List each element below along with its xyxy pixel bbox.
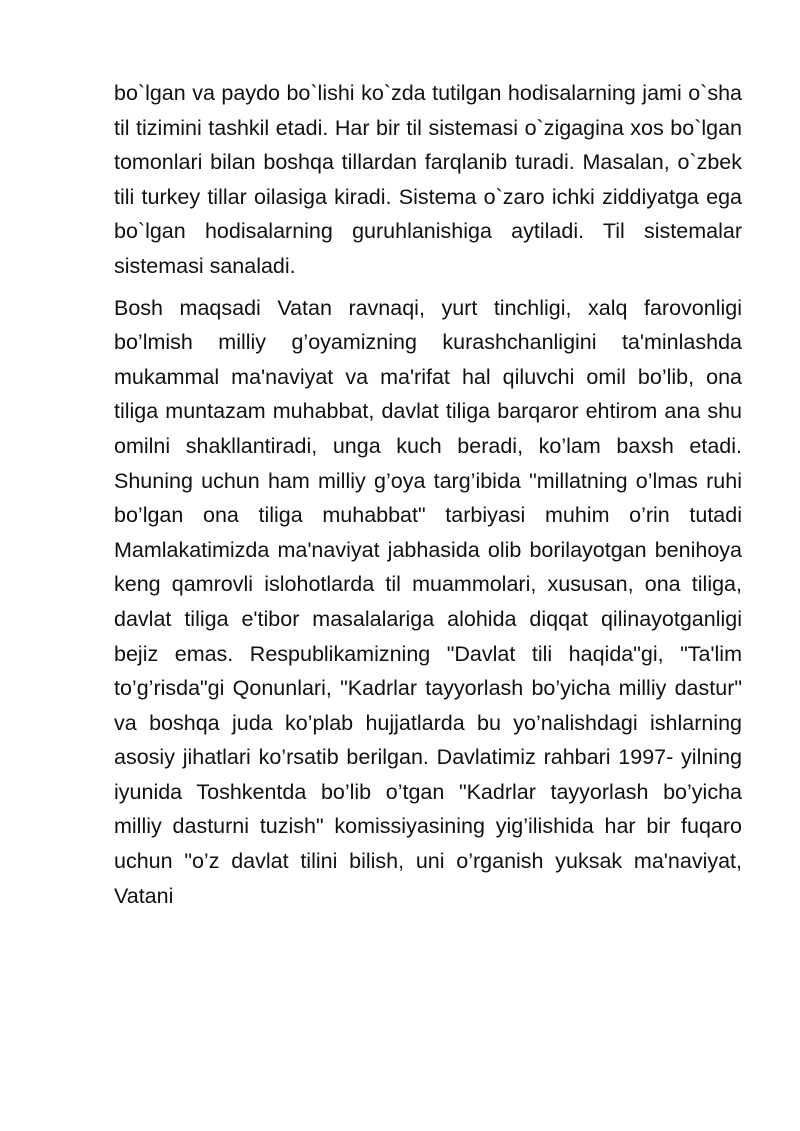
paragraph-2: Bosh maqsadi Vatan ravnaqi, yurt tinchligi, xalq farovonligi bo’lmish milliy g’oyamizning kurashchanligini ta'minlashda mukammal ma'naviyat va ma'rifat hal qiluvchi omil bo’lib, ona tiliga muntazam muhabbat, davlat tiliga barqaror ehtirom ana shu omilni shakllantiradi, unga kuch beradi, ko’lam baxsh etadi. Shuning uchun ham milliy g’oya targ’ibida "millatning o’lmas ruhi bo’lgan ona tiliga muhabbat" tarbiyasi muhim o’rin tutadi Mamlakatimizda ma'naviyat jabhasida olib borilayotgan benihoya keng qamrovli islohotlarda til muammolari, xususan, ona tiliga, davlat tiliga e'tibor masalalariga alohida diqqat qilinayotganligi bejiz emas. Respublikamizning "Davlat tili haqida"gi, "Ta'lim to’g’risda"gi Qonunlari, "Kadrlar tayyorlash bo’yicha milliy dastur" va boshqa juda ko’plab hujjatlarda bu yo’nalishdagi ishlarning asosiy jihatlari ko’rsatib berilgan. Davlatimiz rahbari 1997- yilning iyunida Toshkentda bo’lib o’tgan "Kadrlar tayyorlash bo’yicha milliy dasturni tuzish" komissiyasining yig’ilishida har bir fuqaro uchun "o’z davlat tilini bilish, uni o’rganish yuksak ma'naviyat, Vatani (114, 295, 742, 908)
paragraph-1: bo`lgan va paydo bo`lishi ko`zda tutilgan hodisalarning jami o`sha til tizimini tashkil etadi. Har bir til sistemasi o`zigagina xos bo`lgan tomonlari bilan boshqa tillardan farqlanib turadi. Masalan, o`zbek tili turkey tillar oilasiga kiradi. Sistema o`zaro ichki ziddiyatga ega bo`lgan hodisalarning guruhlanishiga aytiladi. Til sistemalar sistemasi sanaladi. (114, 81, 742, 278)
document-body (114, 76, 742, 913)
